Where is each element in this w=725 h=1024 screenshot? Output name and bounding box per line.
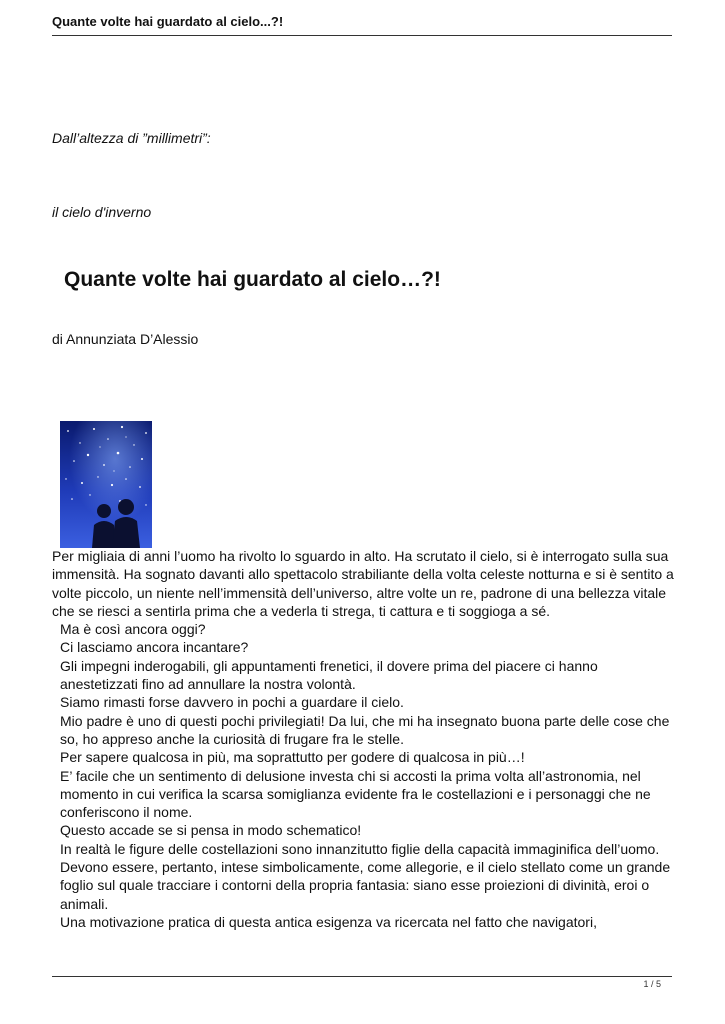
running-header-title: Quante volte hai guardato al cielo...?! <box>52 14 284 29</box>
paragraph-know-more: Per sapere qualcosa in più, ma soprattutto per godere di qualcosa in più…! <box>60 749 525 766</box>
paragraph-commitments: Gli impegni inderogabili, gli appuntamenti frenetici, il dovere prima del piacere ci hanno anestetizzati fino ad annullare la nostra volontà. <box>60 657 598 693</box>
subtitle-altitude: Dall’altezza di ”millimetri”: <box>52 130 211 146</box>
paragraph-navigators: Una motivazione pratica di questa antica esigenza va ricercata nel fatto che navigatori, <box>60 913 597 930</box>
paragraph-question-2: Ci lasciamo ancora incantare? <box>60 639 249 656</box>
paragraph-question-1: Ma è così ancora oggi? <box>60 621 206 638</box>
paragraph-father: Mio padre è uno di questi pochi privilegiati! Da lui, che mi ha insegnato buona parte delle cose che so, ho appreso anche la curiosità di frugare fra le stelle. <box>60 712 670 747</box>
header-divider <box>52 35 672 36</box>
article-title: Quante volte hai guardato al cielo…?! <box>64 268 441 291</box>
paragraph-few-left: Siamo rimasti forse davvero in pochi a guardare il cielo. <box>60 694 404 711</box>
paragraph-schematic: Questo accade se si pensa in modo schematico! <box>60 822 362 839</box>
paragraph-intro: Per migliaia di anni l’uomo ha rivolto lo sguardo in alto. Ha scrutato il cielo, si è interrogato sulla sua immensità. Ha sognato davanti allo spettacolo strabiliante della volta celeste notturna e si è sentito a volte piccolo, un niente nell’immensità dell’universo, altre volte un re, padrone di una bellezza vitale che se riesci a sentirla prima che a vederla ti strega, ti cattura e ti soggioga a sé. <box>52 548 674 619</box>
article-author: di Annunziata D’Alessio <box>52 331 199 347</box>
paragraph-constellations: In realtà le figure delle costellazioni sono innanzitutto figlie della capacità immaginifica dell’uomo. Devono essere, pertanto, intese simbolicamente, come allegorie, e il cielo stellato come un grande foglio sul quale tracciare i contorni della propria fantasia: siano esse proiezioni di divinità, eroi o animali. <box>60 840 671 912</box>
page-number: 1 / 5 <box>643 979 661 989</box>
article-body <box>52 547 677 931</box>
subtitle-winter-sky: il cielo d'inverno <box>52 204 152 220</box>
paragraph-disappointment: E’ facile che un sentimento di delusione investa chi si accosti la prima volta all’astronomia, nel momento in cui verifica la scarsa somiglianza evidente fra le costellazioni e i personaggi che ne conferiscono il nome. <box>60 767 651 821</box>
footer-divider <box>52 976 672 977</box>
starry-sky-children-photo <box>60 421 152 548</box>
